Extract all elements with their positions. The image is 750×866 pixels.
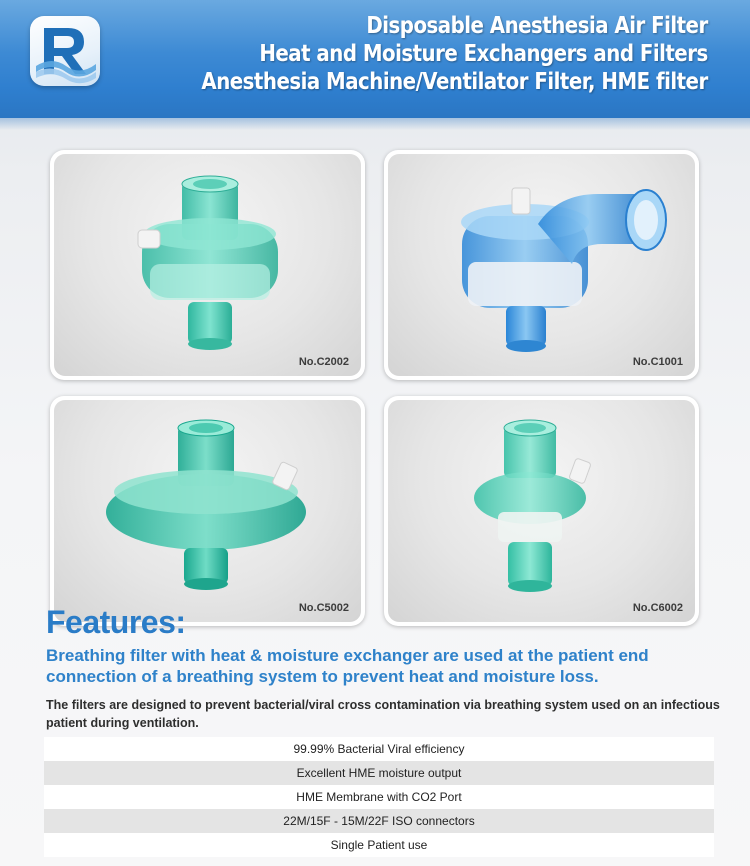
title-line-2: Heat and Moisture Exchangers and Filters bbox=[259, 41, 708, 67]
blue-filter-icon bbox=[388, 154, 695, 376]
spec-row: Single Patient use bbox=[44, 833, 714, 857]
title-line-1: Disposable Anesthesia Air Filter bbox=[366, 13, 708, 39]
spec-row: 99.99% Bacterial Viral efficiency bbox=[44, 737, 714, 761]
product-photo bbox=[54, 400, 361, 622]
product-photo bbox=[388, 400, 695, 622]
green-filter-icon bbox=[54, 154, 361, 376]
small-green-filter-icon bbox=[388, 400, 695, 622]
product-card[interactable] bbox=[384, 150, 699, 380]
spec-table bbox=[44, 737, 714, 857]
features-lead-text: Breathing filter with heat & moisture exchanger are used at the patient end connection of a breathing system to prevent heat and moisture loss. bbox=[46, 646, 649, 686]
teal-filter-icon bbox=[54, 400, 361, 622]
product-model-label: No.C2002 bbox=[298, 356, 349, 368]
product-model-label: No.C1001 bbox=[632, 356, 683, 368]
features-description: The filters are designed to prevent bacterial/viral cross contamination via breathing system used on an infectious patient during ventilation. bbox=[46, 698, 720, 730]
spec-row: Excellent HME moisture output bbox=[44, 761, 714, 785]
product-card[interactable] bbox=[50, 396, 365, 626]
product-model-label: No.C6002 bbox=[632, 602, 683, 614]
logo-r-icon bbox=[30, 16, 100, 86]
product-model-label: No.C5002 bbox=[298, 602, 349, 614]
features-heading: Features: bbox=[46, 604, 186, 640]
product-card[interactable] bbox=[384, 396, 699, 626]
product-card[interactable] bbox=[50, 150, 365, 380]
product-photo bbox=[388, 154, 695, 376]
product-photo bbox=[54, 154, 361, 376]
spec-row: 22M/15F - 15M/22F ISO connectors bbox=[44, 809, 714, 833]
header-titles bbox=[119, 12, 708, 96]
brand-logo bbox=[30, 16, 100, 86]
title-line-3: Anesthesia Machine/Ventilator Filter, HME filter bbox=[201, 69, 708, 95]
header-banner bbox=[0, 0, 750, 118]
spec-row: HME Membrane with CO2 Port bbox=[44, 785, 714, 809]
